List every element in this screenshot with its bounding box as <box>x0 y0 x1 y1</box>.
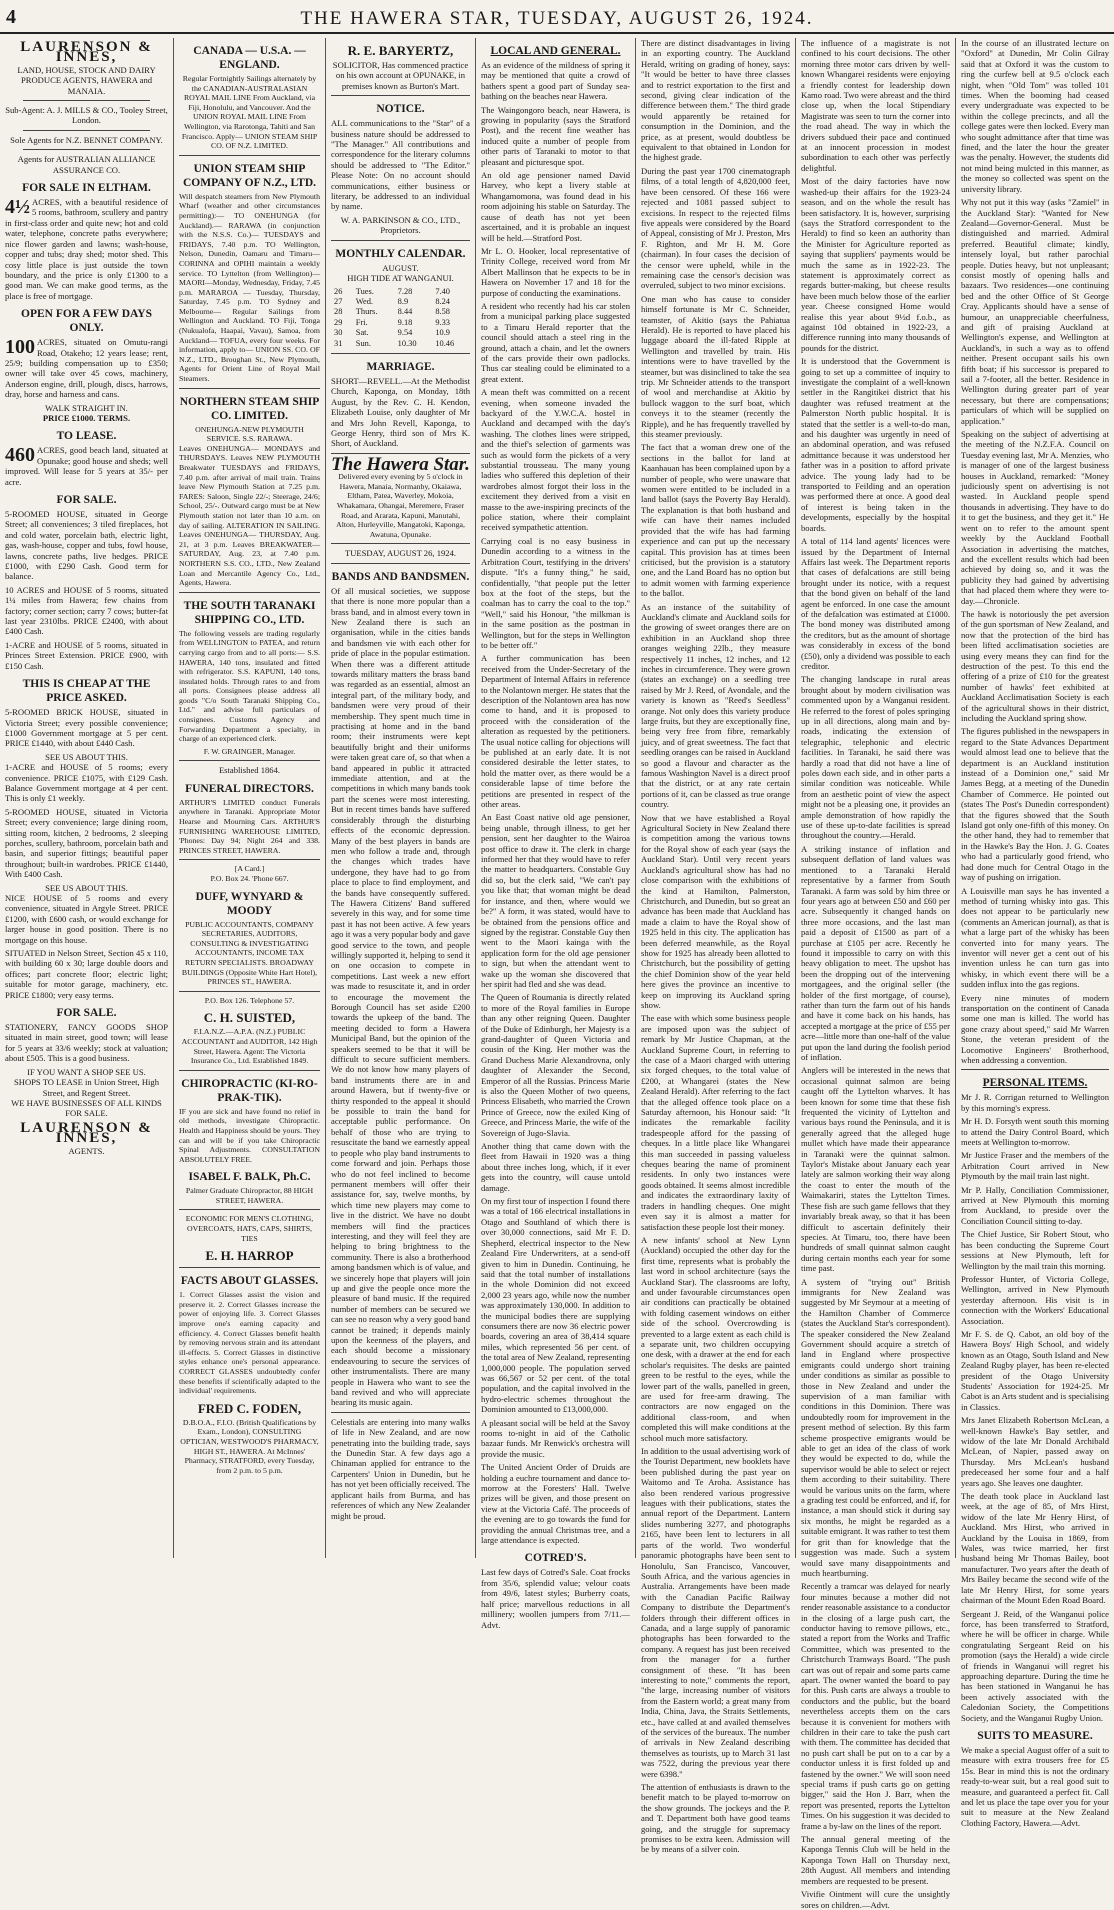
suisted-heading: C. H. SUISTED, <box>203 1010 296 1026</box>
marriage-heading: MARRIAGE. <box>366 360 435 373</box>
sale-heading-2: FOR SALE. <box>56 1007 117 1020</box>
firm-footer: LAURENSON & INNES, <box>20 1119 153 1147</box>
tide-cell: 8.44 <box>397 307 413 317</box>
price-line: PRICE £1000. TERMS. <box>42 412 131 423</box>
column-3 <box>326 38 476 1558</box>
date-line: TUESDAY, AUGUST 26, 1924. <box>344 548 457 559</box>
paper-banner: The Hawera Star. <box>331 453 470 475</box>
news-item: The attention of enthusiasts is drawn to the benefit match to be played to-morrow on the show grounds. The jockeys and the P. and T. Department both have good teams going, and the struggle for supremacy promises to be extra keen. Admission will be by means of a silver coin. <box>641 1782 790 1855</box>
tide-cell: 9.18 <box>397 317 413 327</box>
news-item: The figures published in the newspapers in regard to the State Advances Department would almost lead one to believe that the department is an Auckland institution instead of a Dominion one," said Mr James Begg, at a meeting of the Dunedin Chamber of Commerce. He pointed out (states The Post's Dunedin correspondent) that the figures showed that the South Island got only one-fifth of this money. On the other hand, they had to remember that in the Hawke's Bay the Hon. J. G. Coates who had a particularly good friend, who had done much for Central Otago in the way of pushing on irrigation. <box>961 726 1109 883</box>
want-shop: IF YOU WANT A SHOP SEE US. <box>27 1066 146 1077</box>
tide-cell: 27 <box>334 296 343 306</box>
po-box-2: P.O. Box 126. Telephone 57. <box>204 995 295 1005</box>
canada-heading: CANADA — U.S.A. — ENGLAND. <box>193 45 306 71</box>
see-us-2: SEE US ABOUT THIS. <box>45 882 128 893</box>
local-general-heading: LOCAL AND GENERAL. <box>490 45 621 57</box>
tide-cell: 29 <box>334 317 343 327</box>
uss-heading: UNION STEAM SHIP COMPANY OF N.Z., LTD. <box>183 162 316 189</box>
personal-item: Mr P. Hally, Conciliation Commissioner, arrived at New Plymouth this morning from Auckland, to preside over the Conciliation Council sitting to-day. <box>961 1184 1109 1226</box>
news-item: There are distinct disadvantages in living in an exporting country. The Auckland Herald, writing on grading of honey, says: "It would be better to have three classes and to restrict exportation to the first and second, giving clear indication of the difference between them." The third grade would apparently be retained for consumption in the Dominion, and the price, as at present, would doubtless be equivalent to that obtained in London for the highest grade. <box>641 38 790 163</box>
duff-heading: DUFF, WYNYARD & MOODY <box>195 890 304 917</box>
tide-cell: 30 <box>334 328 343 338</box>
news-item: Speaking on the subject of advertising at the meeting of the N.Z.F.A. Council on Tuesday evening last, Mr A. Menzies, who is manager of one of the largest business houses in Auckland, remarked: "Money judiciously spent on advertising is not wasted. In Auckland people spend thousands in advertising. They have to do it to get the business, and they get it." He went on to refer to the amount spent weekly by the Auckland Football Association in advertising the matches, and the excellent results which had been achieved by doing so, and it was the publicity they had gained by advertising that had placed them where they were to-day.—Chronicle. <box>961 429 1109 606</box>
news-item: A new infants' school at New Lynn (Auckland) occupied the other day for the first time, represents what is probably the last word in school architecture (says the Auckland Star). The classrooms are lofty, and under favourable circumstances open air conditions can practically be obtained with folding casement windows on either side of the school. Overcrowding is prevented to a large extent as each child is a separate unit, two children occupying one desk, with a drawer at the end for each scholar's requisites. The desks are painted green to be restful to the eyes, while the lower part of the walls, panelled in green, are used for free-arm drawing. The contractors are now engaged on the additional class-room, and when completed this will make conditions at the school much more satisfactory. <box>641 1234 790 1443</box>
sole-agents: Sole Agents for N.Z. BENNET COMPANY. <box>10 134 163 145</box>
news-item: One man who has cause to consider himself fortunate is Mr C. Schneider, teamster, of Akitio (says the Pahiatua Herald). He is reported to have placed his luggage aboard the ill-fated Ripple at Wellington and travelled by train. His intentions were to have travelled by the steamer, but was disinclined to take the sea trip. Mr Schneider attends to the transport of wool and merchandise at Akitio by bullock waggon to the surf boat, which conveys it to the steamer (recently the Ripple), and he has frequently travelled by this steamer previously. <box>641 293 790 440</box>
news-item: Most of the dairy factories have now washed-up their affairs for the 1923-24 season, and on the whole the result has been satisfactory. It is, however, surprising (says the Stratford correspondent to the Herald) to find so keen an authority than the Minister for Agriculture reported as saying that suppliers' payments would be much the same as in 1922-23. The statement is approximately correct as regards butter-making, but cheese results have been much below those of the earlier year. Cheese consigned Home would realise this year about 9½d f.o.b., as against 10d obtained in 1922-23, a difference running into many thousands of pounds for the district. <box>801 176 950 353</box>
news-item: Mr L. O. Hooker, local representative of Trinity College, received word from Mr Albert Mallinson that he expects to be in Hawera on November 17 and 18 for the purpose of conducting the examinations. <box>481 245 630 298</box>
personal-item: Mr J. R. Corrigan returned to Wellington by this morning's express. <box>961 1092 1109 1113</box>
personal-item: Professor Hunter, of Victoria College, Wellington, arrived in New Plymouth yesterday afternoon. His visit is in connection with the Workers' Educational Association. <box>961 1273 1109 1326</box>
duff-text: PUBLIC ACCOUNTANTS, COMPANY SECRETARIES, AUDITORS, CONSULTING & INVESTIGATING ACCOUNTANTS, INCOME TAX RETURN SPECIALISTS. BROADWAY BUILDINGS (Opposite White Hart Hotel), PRINCES ST., HAWERA. <box>181 919 318 987</box>
notice-signature: W. A. PARKINSON & CO., LTD., Proprietors. <box>340 214 461 236</box>
tide-cell: 31 <box>334 338 343 348</box>
personal-item: Mr H. D. Forsyth went south this morning to attend the Dairy Control Board, which meets at Wellington to-morrow. <box>961 1116 1109 1148</box>
see-us-1: SEE US ABOUT THIS. <box>45 751 128 762</box>
listing-princes-st: 1-ACRE and HOUSE of 5 rooms, situated in Princes Street Extension. PRICE £900, with £150 Cash. <box>5 639 168 671</box>
news-item: A resident who recently had his car stolen from a municipal parking place suggested to a Timaru Herald reporter that the council should attach a steel ring in the ground, attach a chain, and let the owners of the cars provide their own padlocks. Thus car stealing could be eliminated to a great extent. <box>481 300 630 384</box>
news-item: The ease with which some business people are imposed upon was the subject of remark by Mr Justice Chapman, at the Auckland Supreme Court, in referring to the case of a Maori charged with uttering six forged cheques, to the total value of £200, at Whangarei (states the New Zealand Herald). After referring to the fact that the alleged offence took place on a Saturday afternoon, his Honour said: "It indicates the remarkable facility tradespeople afford for the passing of cheques. In a little place like Whangarei this man succeeded in passing valueless cheques bearing the name of prominent residents. In only two instances were goods obtained. It seems almost incredible and indicates the extraordinary laxity of traders in handling cheques. One might even say it is almost a matter for satisfaction these people lost their money. <box>641 1013 790 1232</box>
card-label: [A Card.] <box>234 864 265 874</box>
bands-heading: BANDS AND BANDSMEN. <box>331 570 470 583</box>
column-5 <box>636 38 796 1855</box>
cotreds-ad: Last few days of Cotred's Sale. Coat frocks from 35/6, splendid value; velour coats from 49/6, latest styles; Burberry coats, half price; marvellous reductions in all millinery; woollen jumpers from 7/11.—Advt. <box>481 1567 630 1630</box>
alliance-agents: Agents for AUSTRALIAN ALLIANCE ASSURANCE CO. <box>17 154 156 175</box>
marriage-text: SHORT—REVELL.—At the Methodist Church, Kaponga, on Monday, 18th August, by the Rev. C. H. Kendon, Elizabeth Louise, only daughter of Mr and Mrs John Revell, Kaponga, to George Henry, third son of Mrs K. Short, of Auckland. <box>331 375 470 449</box>
tide-cell: 7.28 <box>397 286 413 296</box>
tide-cell: 10.9 <box>435 328 450 338</box>
sale-heading: FOR SALE. <box>56 494 117 506</box>
glasses-heading: FACTS ABOUT GLASSES. <box>180 1275 319 1288</box>
news-item: A total of 114 land agents' licences were issued by the Department of Internal Affairs last week. The Department reports that cases of defalcations are still being brought under its notice, with a request that the bond given on behalf of the land agent be enforced. In one case the amount of the defalcation was estimated at £1000. The bond money was distributed among the creditors, but as the amount of shortage was considerably in excess of the bond (£50), only a dividend was possible to each creditor. <box>801 536 950 671</box>
news-item: A further communication has been received from the Under-Secretary of the Department of Internal Affairs in reference to the Nolantown merger. He states that the description of the Nolantown area has now come to hand, and it is proposed to proceed with the consideration of the alteration as requested by the petitioners. The usual notice calling for objections will be published at an early date. It is not considered desirable the letter states, to hold the matter over, as there would be a considerable lapse of time before the petitions are presented in respect of the other areas. <box>481 653 630 810</box>
news-item: A mean theft was committed on a recent evening, when someone invaded the backyard of the Y.W.C.A. hostel in Auckland and decamped with the day's washing. The clothes lines were stripped, and the thief's selection of garments was such as would form the pickets of a very substantial trousseau. The many young ladies who suffered this depletion of their wardrobes almost forgot their loss in the excitement they derived from a visit en masse to the awe-inspiring precincts of the police station, where their complaint received sympathetic attention. <box>481 387 630 533</box>
paper-delivery: Delivered every evening by 5 o'clock in Hawera, Manaia, Normanby, Okaiawa, Eltham, Patea, Waverley, Mokoia, Whakamara, Ohangai, Meremere, Fraser Road, and Ararata, Kapuni, Manutahi, Alton, Hurleyville, Mangatoki, Kaponga, Awatuna, Opunake. <box>336 472 465 539</box>
tide-cell: 8.24 <box>435 296 450 306</box>
tide-cell: 9.33 <box>435 317 450 327</box>
tide-heading: HIGH TIDE AT WANGANUI. <box>347 273 454 284</box>
listing-nelson-st: SITUATED in Nelson Street, Section 45 x 110, with building 60 x 30; large double doors and offices; part concrete floor; electric light; suitable for motor garage, machinery, etc. PRICE £1800; very easy terms. <box>5 948 168 1000</box>
news-item: A system of "trying out" British immigrants for New Zealand was suggested by Mr Seymour at a meeting of the Hamilton Chamber of Commerce (states the Auckland Star's correspondent). The speaker considered the New Zealand Government should acquire a stretch of land in England where prospective emigrants could undergo short training under conditions as similar as possible to those in New Zealand and under the supervision of a man familiar with conditions in this Dominion. There was undoubtedly room for improvement in the present method of selection. By this farm scheme prospective emigrants would be able to get an idea of the class of work they would be expected to do, while the supervisor would be able to select or reject them according to their suitability. There would be various units on the farm, where a grading test could be enforced, and if, for instance, a man should stick it during say six months, he might be regarded as a suitable emigrant. It was rather to test them for grit than for knowledge that the suggestion was made. Such a system would save many disappointments and much heartburning. <box>801 1276 950 1578</box>
personal-item: The death took place in Auckland last week, at the age of 85, of Mrs Hirst, widow of the late Mr Henry Hirst, of Auckland. Mrs Hirst, who arrived in Auckland by the Louisa in 1869, from Wales, was twice married, her first husband being Mr Thomas Bailey, boot manufacturer. Two years after the death of Mrs Bailey became the second wife of the late Mr Henry Hirst, for some years chairman of the Mount Eden Road Board. <box>961 1491 1109 1606</box>
tide-row <box>331 339 470 349</box>
personal-item: Mr Justice Fraser and the members of the Arbitration Court arrived in New Plymouth by the mail train last night. <box>961 1150 1109 1182</box>
glasses-text: 1. Correct Glasses assist the vision and preserve it. 2. Correct Glasses increase the power of enjoying life. 3. Correct Glasses improve one's earning capacity and efficiency. 4. Correct Glasses benefit health by removing nervous strain and its attendant ill-effects. 5. Correct Glasses in distinctive styles enhance one's personal appearance. CORRECT GLASSES undoubtedly confer these benefits if scientifically adapted to the individual' requirements. <box>179 1290 320 1396</box>
news-item: The changing landscape in rural areas brought about by modern civilisation was commented upon by a Wanganui resident. He referred to the forest of poles springing up in all directions, along main and by-roads, indicating the extension of telegraphic, telephonic and electric facilities. In Taranaki, he said there was hardly a road that did not have a line of poles down each side, and in other parts a similar condition was noticeable. While from an aesthetic point of view the aspect might not be a pleasing one, it provides an ample demonstration of how rapidly the use of these up-to-date facilities is spread throughout the country.—Herald. <box>801 674 950 841</box>
foden-text: D.B.O.A., F.I.O. (British Qualifications by Exam., London), CONSULTING OPTICIAN, WESTWOOD'S PHARMACY, HIGH ST., HAWERA. At McInnes' Pharmacy, STRATFORD, every Tuesday, from 2 p.m. to 5 p.m. <box>180 1417 319 1475</box>
bands-editorial: Of all musical societies, we suppose that there is none more popular than a brass band, and in almost every town in New Zealand there is such an organisation, while in the cities bands and bandsmen vie with each other for pride of place in the popular estimation. When there was a different attitude towards military matters the brass band was regarded as an essential, almost an integral part, of the military body, and bandsmen were very proud of their membership. They spent much time in practising at home and in the band room; their instruments were kept beautifully bright and their uniforms were taken great care of, so that when a band appeared in public it attracted immediate attention, and at the competitions in which many bands took part the scenes were most interesting. But in recent times bands have suffered considerably through the disturbing effects of the economic depression. Many of the best players in bands are men who follow a trade and, through the changes which trades have undergone, they have had to go from place to place to find employment, and the bands have consequently suffered. The Hawera Citizens' Band suffered severely in this way, and for some time past it has not been active. A few years ago it was a very popular body and gave good service to the town, and people willingly supported it, helping to send it on one occasion to compete in competitions. Last week a new effort was made to resuscitate it, and in order to encourage the movement the Borough Council has set aside £200 towards the upkeep of the band. The meeting decided to form a Hawera Municipal Band, but the opinion of the speakers seemed to be that it will be difficult to secure sufficient members. We do not know how many players of band instruments there are in and around Hawera, but if twenty-five or thirty responded to the appeal it should be possible to train the band for acceptable public performance. On behalf of those who are trying to resuscitate the band we earnestly appeal to people who play band instruments to come forward and join. Perhaps those who do not feel inclined to become permanent members will offer their assistance for, say, twelve months, by which time new players may come to live in the district. We have no doubt members will find the practices interesting, and they will feel they are helping to bring brightness to the community. There is also a brotherhood among bandsmen which is of value, and we sincerely hope that players will join up and give the people once more the pleasure of band music. If the required number of members can be secured we can see no reason why a very good band cannot be trained; it depends mainly upon the keenness of the players, and each should become a missionary endeavouring to secure the services of other instrumentalists. There are many people in Hawera who want to see the band revived and who will appreciate hearing its music again. <box>331 585 470 1408</box>
nss-text: Leaves ONEHUNGA— MONDAYS and THURSDAYS. Leaves NEW PLYMOUTH Breakwater TUESDAYS and FRIDAYS, 7.40 p.m. after arrival of mail train. Trains leave New Plymouth Station at 7.25 p.m. FARES: Saloon, Single 22/-; Steerage, 24/6; School, 25/-. Outward cargo must be at New Plymouth station not later than 10 a.m. on day of sailing. ALTERATION IN SAILING. Leaves ONEHUNGA— THURSDAY, Aug. 21, at 3 p.m. Leaves BREAKWATER— SATURDAY, Aug. 23, at 7.40 p.m. NORTHERN S.S. CO., LTD., New Zealand Loan and Mercantile Agency Co., Ltd., Agents, Hawera. <box>179 443 320 588</box>
po-box: P.O. Box 24. 'Phone 667. <box>210 874 289 883</box>
newspaper-title: THE HAWERA STAR, TUESDAY, AUGUST 26, 1924. <box>300 8 814 29</box>
news-item: The annual general meeting of the Kaponga Tennis Club will be held in the Kaponga Town Hall on Thursday next, 28th August. All members and intending members are requested to be present. <box>801 1834 950 1886</box>
nss-heading: NORTHERN STEAM SHIP CO. LIMITED. <box>179 395 320 422</box>
column-2 <box>174 38 326 1558</box>
news-item: An East Coast native old age pensioner, being unable, through illness, to get her pension, sent her daughter to the Wairoa post office to draw it. The clerk in charge informed her that they would have to refer the matter to headquarters. Constable Guy did so, but the clerk said, "We can't pay you like that; that woman might be dead for instance, and then, where would we be?" A form, it was stated, would have to be obtained from the pensions office and signed by the registrar. Constable Guy then went to the Maori kainga with the application form for the old age pensioner to sign, but when the attendant went to wake up the woman she discovered that her spirit had fled and she was dead. <box>481 812 630 989</box>
news-item: In the course of an illustrated lecture on "Oxford" at Dunedin, Mr Colin Gilray said that at Oxford it was the custom to ring the curfew bell at 9.5 o'clock each night, when "Old Tom" was tolled 101 times. When the booming had ceased every undergraduate was expected to be within the college precincts, and all the college gates were then locked. Every man who sought admittance after that time was fined, and the later the hour the greater was the penalty. However, the students did not mind being mulcted in this manner, as the money so collected was spent on the university library. <box>961 38 1109 194</box>
sts-signature: F. W. GRAINGER, Manager. <box>203 746 296 756</box>
listing-eltham: 4½ ACRES, with a beautiful residence of 5 rooms, bathroom, scullery and pantry in first-class order and quite new; hot and cold water, telephone, concrete paths everywhere; nice flower garden and lawns; wash-house, copper and tubs; dray shed; motor shed. This cosy little place is just outside the town boundary, and the price is only £1300 to a good man. We can make good terms, as the place is free of mortgage. <box>5 196 168 301</box>
news-item: The Queen of Roumania is directly related to more of the Royal families in Europe than any other reigning Queen. Daughter of the Duke of Edinburgh, her Majesty is a grand-daughter of Queen Victoria and cousin of the King. Her mother was the Grand Duchess Marie Alexandrovna, only daughter of Alexander the Second, Emperor of all the Russias. Princess Marie is also the Queen Mother of two queens, Princess Elisabeth, who married the Crown Prince of Greece, now the exiled King of Greece, and Princess Marie, the wife of the Sovereign of Jugo-Slavia. <box>481 992 630 1138</box>
news-item: Every nine minutes of modern transportation on the continent of Canada some one man is killed. The world has gone crazy about speed," said Mr Warren Stone, the veteran president of the Locomotive Engineers' Brotherhood, when addressing a convention. <box>961 992 1109 1065</box>
news-item: Now that we have established a Royal Agricultural Society in New Zealand there is competition among the various towns for the Royal show of each year (says the Auckland Star). Until very recent years Auckland's agricultural show has had no close comparison with the exhibitions of the kind at Hamilton, Palmerston, Christchurch, and Dunedin, but so great an advance has been made that Auckland has made a claim to have the Royal show of 1925 held in this city. The application has been deferred meanwhile, as the Royal show for 1925 has already been allotted to Christchurch, but the possibility of getting the chief Dominion show of the year held here gives the province an incentive to keep on improving its Auckland spring show. <box>641 812 790 1010</box>
news-item: Anglers will be interested in the news that occasional quinnat salmon are being caught off the Lyttelton wharves. It has been known for some time that these fish frequented the vicinity of Lyttelton and various bays round the Peninsula, and it is generally agreed that the alleged huge mullet which have made their appearance in Taranaki were the quinnat salmon. Taylor's Mistake about January each year lately are salmon working their way along the coast to enter the mouth of the Waimakariri, states the Lyttelton Times. These fish are such game fellows that they invariably break away, so that it has been difficult to ascertain definitely their species. At Timaru, too, there have been hundreds of small quinnat salmon caught during certain months each year for some time past. <box>801 1065 950 1274</box>
established: Established 1864. <box>218 765 281 776</box>
news-item: A Louisville man says he has invented a method of turning whisky into gas. This does not appear to be particularly new (comments an American journal), as that is what a large part of the whisky has been converted into for many years. The inventor will never get a cent out of his invention unless he can turn gas into whisky, in which event there will be a sudden influx into the gas regions. <box>961 885 1109 990</box>
baryertz-text: SOLICITOR, Has commenced practice on his own account at OPUNAKE, in premises known as Burton's Mart. <box>332 60 469 91</box>
news-item: As an evidence of the mildness of spring it may be mentioned that quite a crowd of bathers spent a good part of Sunday sea-bathing on the beaches near Hawera. <box>481 60 630 102</box>
page-columns <box>0 38 1114 1910</box>
tide-cell: Wed. <box>355 296 374 306</box>
open-heading: OPEN FOR A FEW DAYS ONLY. <box>21 308 152 335</box>
tide-cell: Sat. <box>355 328 369 338</box>
news-item: The influence of a magistrate is not confined to his court decisions. The other morning three motor cars driven by well-known Whangarei residents were enjoying a friendly contest for leadership down Kamo road. Two were abreast and the third close up, when the local Stipendiary Magistrate was seen to turn the corner into the road ahead. The way in which the drivers subdued their pace and continued at an innocent procession in modest subordination to each other was perfectly delightful. <box>801 38 950 173</box>
harrop-heading: E. H. HARROP <box>205 1248 294 1264</box>
cotreds-heading: COTRED'S. <box>524 1552 587 1565</box>
tide-row <box>331 297 470 307</box>
news-item: In addition to the usual advertising work of the Tourist Department, new booklets have been published during the past year on Waitomo and Te Aroha. Assistance has also been rendered various progressive leagues with their publications, states the annual report of the Department. Lantern slides numbering 3277, and photographs 2165, have been lent to lecturers in all parts of the world. Two wonderful panoramic photographs have been sent to Honolulu, San Francisco, Vancouver, South Africa, and the various agencies in Australia. Arrangements have been made with the Canadian Pacific Railway Company to distribute the Department's folders through their different offices in Canada, and a large supply of panoramic photographs has been forwarded to the company. A request has just been received from the manager for a further consignment of these. "It has been interesting to note," comments the report, "the large, increasing number of visitors from the Eastern world; a great many from India, China, Java, the Straits Settlements, etc., have called at and availed themselves of the services of the bureaux. The number of arrivals in New Zealand describing themselves as tourists, up to March 31 last was 7522, during the previous year there were 6398." <box>641 1446 790 1779</box>
listing-otakeho: 100 ACRES, situated on Omutu-rangi Road, Otakeho; 12 years lease; rent, 25/9; building compensation up to £350; owner will take over 45 cows, machinery, Anderson engine, drill, plough, discs, harrows, dray, horse and harness and cans. <box>5 336 168 400</box>
notice-heading: NOTICE. <box>376 103 425 116</box>
chiro-text: IF you are sick and have found no relief in old methods, investigate Chiropractic. Health and Happiness should be yours. They can and will be if you take Chiropractic Spinal Adjustments. CONSULTATION ABSOLUTELY FREE. <box>179 1106 320 1164</box>
lease-heading: TO LEASE. <box>56 430 117 443</box>
news-item: The Waingongoro beach, near Hawera, is growing in popularity (says the Stratford Post), and the recent fine weather has induced quite a number of people from other parts of Taranaki to motor to that pleasant and picturesque spot. <box>481 104 630 167</box>
news-item: As an instance of the suitability of Auckland's climate and Auckland soils for the growing of sweet oranges there are on exhibition in an Auckland shop three oranges weighing 22lb., they measure respectively 11 inches, 12 inches, and 12 inches in circumference. They were grown (states an exchange) on a seedling tree raised by Mr J. Reed, of Avondale, and the variety is known as "Reed's Seedless" orange. Not only does this variety produce large fruits, but they are exceptionally fine, being very free from fibre, remarkably juicy, and of great sweetness. The fact that seedling oranges can be raised in Auckland so good a flavour and character as the famous Washington Navel is a direct proof that the district, or at any rate certain portions of it, can be classed as true orange country. <box>641 601 790 810</box>
businesses: WE HAVE BUSINESSES OF ALL KINDS FOR SALE. <box>11 1097 162 1119</box>
listing-brick-house: 5-ROOMED BRICK HOUSE, situated in Victoria Street; every possible convenience; £1000 Government mortgage at 5 per cent. PRICE £1440, with about £440 Cash. <box>5 707 168 749</box>
personal-item: The Chief Justice, Sir Robert Stout, who has been conducting the Supreme Court sessions at New Plymouth, left for Wellington by the mail train this morning. <box>961 1229 1109 1271</box>
notice-text: ALL communications to the "Star" of a business nature should be addressed to "The Manager." All contributions and correspondence for the literary columns should be addressed to "The Editor." Please Note: On no account should communications, either business or literary, be addressed to an individual by name. <box>331 118 470 212</box>
listing-victoria-st: 5-ROOMED HOUSE, situated in Victoria Street; every convenience; large dining room, sitting room, kitchen, 2 bedrooms, 2 sleeping porches, scullery, bathroom, porcelain bath and basin, and superior fittings; beautiful paper throughout; built-in wardrobes. PRICE £1440, With £400 Cash. <box>5 806 168 880</box>
sts-heading: THE SOUTH TARANAKI SHIPPING CO., LTD. <box>183 599 316 626</box>
sub-agent: Sub-Agent: A. J. MILLS & CO., Tooley Street, London. <box>5 105 168 126</box>
column-7 <box>956 38 1114 1828</box>
news-item: On my first tour of inspection I found there was a total of 166 electrical installations in Otago and Southland of which there is over 30,000 connections, said Mr F. D. Shepherd, electrical inspector to the New Zealand Fire Underwriters, at a send-off given to him in Dunedin. Continuing, he said that the total number of installations in the whole Dominion did not exceed 2,000 23 years ago, while now the number was approximately 130,000. In addition to the municipal bodies there are supplying consumers there are now 36 electric power boards, covering an area of 38,414 square miles, which represented 56 per cent. of the total area of New Zealand, representing 1,000,000 people. The population served was 66,567 or 52 per cent. of the total population, and the capital involved in the hydro-electric schemes throughout the Dominion amounted to £13,000,000. <box>481 1196 630 1415</box>
tide-cell: 8.58 <box>435 307 450 317</box>
suisted-text: F.I.A.N.Z.—A.P.A. (N.Z.) PUBLIC ACCOUNTANT and AUDITOR, 142 High Street, Hawera. Agent: The Victoria Insurance Co., Ltd. Established 1849. <box>181 1027 318 1066</box>
calendar-heading: MONTHLY CALENDAR. <box>335 247 466 260</box>
firm-name: LAURENSON & INNES, <box>20 39 153 66</box>
chiro-heading: CHIROPRACTIC (KI-RO-PRAK-TIK). <box>181 1077 318 1104</box>
personal-item: Mr F. S. de Q. Cabot, an old boy of the Hawera Boys' High School, and widely known as an Otago, South Island and New Zealand Rugby player, has been re-elected president of the Otago University Students' Association for 1924-25. Mr Cabot is an Arts student and is specialising in Classics. <box>961 1328 1109 1412</box>
walk-in: WALK STRAIGHT IN. <box>45 402 128 413</box>
listing-stationery: STATIONERY, FANCY GOODS SHOP situated in main street, good town; will lease for 5 years at 33/6 weekly; stock at valuation; about £505. This is a good business. <box>5 1022 168 1064</box>
sale-eltham-heading: FOR SALE IN ELTHAM. <box>22 182 151 195</box>
column-1 <box>0 38 174 1558</box>
tide-table <box>331 287 470 349</box>
tide-cell: Fri. <box>355 317 368 327</box>
cheap-heading: THIS IS CHEAP AT THE PRICE ASKED. <box>22 678 151 705</box>
news-item: A pleasant social will be held at the Savoy rooms to-night in aid of the Catholic bazaar funds. Mr Renwick's orchestra will provide the music. <box>481 1417 630 1459</box>
tide-cell: 10.46 <box>435 338 455 348</box>
suits-ad: We make a special August offer of a suit to measure with extra trousers free for £5 15s. Bear in mind this is not the ordinary ready-to-wear suit, but a real good suit to measure, and guaranteed a perfect fit. Call and let us place the tape over you for your suit to measure at the New Zealand Clothing Factory, Hawera.—Advt. <box>961 1744 1109 1828</box>
baryertz-heading: R. E. BARYERTZ, <box>347 43 454 58</box>
sts-text: The following vessels are trading regularly from WELLINGTON to PATEA, and return carrying cargo from and to all ports:— S.S. HAWERA, 140 tons, insulated and fitted with refrigerator. S.S. KAPUNI, 140 tons, insulated holds. Through rates to and from all ports. Consignees please address all goods "C/o South Taranaki Shipping Co., Ltd." and advise full particulars of consignees. Customs Agency and Forwarding Department a specialty, in charge of an experienced clerk. <box>179 628 320 744</box>
news-item: During the past year 1700 cinematograph films, of a total length of 4,820,000 feet, have been censored. Of these 166 were rejected and 1081 passed subject to excisions. In respect to the rejected films five appeals were considered by the Board of Appeal, consisting of Mr J. Preston, Mrs F. Righton, and Mr H. M. Gore (chairman). In four cases the decision of the censor were upheld, while in the remaining case the censor's decision was overruled, subject to two minor excisions. <box>641 165 790 291</box>
personal-item: Mrs Janet Elizabeth Robertson McLean, a well-known Hawke's Bay settler, and widow of the late Mr Donald Archibald McLean, of Napier, passed away on Thursday. Mrs McLean's husband predeceased her some four and a half years ago. She leaves one daughter. <box>961 1415 1109 1488</box>
news-item: Vivifie Ointment will cure the unsightly sores on children.—Advt. <box>801 1889 950 1910</box>
funeral-heading: FUNERAL DIRECTORS. <box>185 782 314 795</box>
calendar-month: AUGUST. <box>382 262 419 273</box>
nss-subheading: ONEHUNGA-NEW PLYMOUTH SERVICE. S.S. RARAWA. <box>195 424 304 444</box>
balk-heading: ISABEL F. BALK, Ph.C. <box>188 1171 311 1184</box>
column-6 <box>796 38 956 1910</box>
tide-cell: 28 <box>334 307 343 317</box>
foden-heading: FRED C. FODEN, <box>197 1400 302 1416</box>
masthead <box>0 0 1114 34</box>
news-item: A striking instance of inflation and subsequent deflation of land values was mentioned to a Taranaki Herald representative by a farmer from South Taranaki. A farm was sold by him three or four years ago at between £50 and £60 per acre. Subsequently it changed hands on three more occasions, and the last man paid a deposit of £1500 as part of a purchase at £105 per acre. Recently he found it impossible to carry on with this heavy obligation to meet. The upshot has been the dropping out of the intervening mortgagees, and the original seller (the holder of the first mortgage, of course), rather than turn the farm out of his hands and have it come back on his hands, has accepted a mortgage at the price of £55 per acre—little more than one-half of the value put upon the land during the foolish period of inflation. <box>801 843 950 1062</box>
column-4 <box>476 38 636 1630</box>
firm-description: LAND, HOUSE, STOCK AND DAIRY PRODUCE AGENTS, HAWERA and MANAIA. <box>17 64 156 96</box>
funeral-text: ARTHUR'S LIMITED conduct Funerals anywhere in Taranaki. Appropriate Motor Hearse and Mourning Cars. ARTHUR'S FURNISHING WAREHOUSE LIMITED, 'Phones: Day 94; Night 264 and 338. PRINCES STREET, HAWERA. <box>179 797 320 855</box>
agents-label: AGENTS. <box>68 1145 105 1156</box>
personal-item: Sergeant J. Reid, of the Wanganui police force, has been transferred to Stratford, where he will be officer in charge. While congratulating Sergeant Reid on his promotion (says the Herald) a wide circle of friends in Wanganui will regret his approaching departure. During the time he has been stationed in Wanganui he has been actively associated with the Caledonian Society, the Competitions Society, and the Wanganui Rugby Union. <box>961 1608 1109 1723</box>
tide-cell: Thurs. <box>355 307 378 317</box>
listing-1-acre: 1-ACRE and HOUSE of 5 rooms; every convenience. PRICE £1075, with £129 Cash. Balance Government mortgage at 4 per cent. This is only £1 weekly. <box>5 762 168 804</box>
celestials-item: Celestials are entering into many walks of life in New Zealand, and are now penetrating into the building trade, says the Dunedin Star. A few days ago a Chinaman applied for entrance to the Carpenters' Union in Dunedin, but he has not yet been officially received. The applicant hails from Burma, and has references of which any New Zealander might be proud. <box>331 1416 470 1521</box>
listing-opunake: 460 ACRES, good beach land, situated at Opunake; good house and sheds; well improved. Will lease for 5 years at 35/- per acre. <box>5 444 168 487</box>
tide-row <box>331 328 470 338</box>
tide-cell: 26 <box>334 286 343 296</box>
tide-cell: Sun. <box>355 338 371 348</box>
tide-row <box>331 318 470 328</box>
tide-cell: Tues. <box>355 286 374 296</box>
tide-row <box>331 307 470 317</box>
news-item: It is understood that the Government is going to set up a committee of inquiry to investigate the complaint of a well-known settler in the Rangitikei district that his daughter was refused treatment at the Palmerston North public hospital. It is stated that the settler is a well-to-do man, and his daughter was urgently in need of an abdominal operation, and was refused admittance because it was understood her father was in a position to afford private advice. The young lady had to be transported to Feilding and an operation was performed there at once. A good deal of interest is being taken in the developments, especially by the hospital boards. <box>801 356 950 533</box>
tide-cell: 9.54 <box>397 328 413 338</box>
news-item: The fact that a woman drew one of the sections in the ballot for land at Kaanhauan has been complained upon by a number of people, who were unaware that women were entitled to be included in a land ballot (says the Poverty Bay Herald). The explanation is that both husband and wife can have their names included provided that the wife has had farming experience and can put up the necessary capital. This provision has at times been criticised, but the provision is a statutory one, and the Land Board has no option but to admit women with farming experience to the ballot. <box>641 442 790 599</box>
listing-argyle-st: NICE HOUSE of 5 rooms and every convenience, situated in Argyle Street. PRICE £1200, with £600 cash, or would exchange for larger house in good position. There is no mortgage on this house. <box>5 893 168 945</box>
tide-row <box>331 287 470 297</box>
canada-text: Regular Fortnightly Sailings alternately by the CANADIAN-AUSTRALASIAN ROYAL MAIL LINE From Auckland, via Fiji, Honolulu, and Vancouver. And the UNION ROYAL MAIL LINE From Wellington, via Rarotonga, Tahiti and San Francisco. Apply— UNION STEAM SHIP CO. OF N.Z. LIMITED. <box>181 74 318 151</box>
listing-10-acres: 10 ACRES and HOUSE of 5 rooms, situated 1¼ miles from Hawera; few chains from factory; corner section; carry 7 cows; butter-fat last year 2310lbs. PRICE £2400, with about £400 Cash. <box>5 584 168 637</box>
news-item: Why not put it this way (asks "Zamiel" in the Auckland Star): "Wanted for New Zealand—Governor-General. Must be distinguished and married. Admiral preferred. Beautiful climate; kindly, intensely loyal, but rather parochial people. Duties heavy, but not unpleasant; consist mostly of opening halls and bazaars. Two residences—one continuing bed and the other Office of St George Cray. Applicants should have a sense of humour, an unappreciable cheerfulness, and gift of praising Auckland at Wellington's expense, and Wellington at Auckland's, in such a way as to offend neither. Present occupant sails his own fifth boat; if his successor is prepared to sail a 7-footer, all the better. Residence in Wellington during greater part of year necessary, but there are compensations; particulars of which will be supplied on application." <box>961 197 1109 426</box>
news-item: The hawk is notoriously the pet aversion of the gun sportsman of New Zealand, and now that the protection of the bird has been lifted acclimatisation societies are using every means they can find for the destruction of the pest. To this end the offering of a prize of £10 for the greatest number of hawks' feet exhibited at Auckland Acclimatisation Society is each of the agricultural shows in their district, including the Auckland spring show. <box>961 608 1109 723</box>
harrop-preface: ECONOMIC FOR MEN'S CLOTHING, OVERCOATS, HATS, CAPS, SHIRTS, TIES <box>185 1214 314 1243</box>
news-item: Recently a tramcar was delayed for nearly four minutes because a mother did not render reasonable assistance to a conductor in the closing of a large push cart, the conductor having to remove pillows, etc., stated a report from the Works and Traffic Committee, which was presented to the Christchurch Tramways Board. "The push cart was out of repair and some parts came apart. The owner wanted the board to pay for this. Push carts are always a trouble to conductors and the public, but the board nevertheless accepts them on the cars because it is convenient for mothers with children in their care to take the push cart with them. The committee has decided that no push cart shall be put on to a car by a conductor unless it is first folded up and fastened by the owner." We will soon need special trams if push carts go on getting bigger," said the Hon J. Barr, when the report was presented, reports the Lyttelton Times. On his suggestion it was decided to frame a by-law on the lines of the report. <box>801 1581 950 1831</box>
suits-heading: SUITS TO MEASURE. <box>977 1729 1093 1742</box>
page-number: 4 <box>6 6 16 28</box>
news-item: The United Ancient Order of Druids are holding a euchre tournament and dance to-morrow at the Foresters' Hall. Twelve prizes will be given, and those present on view at the Victoria Café. The proceeds of the evening are to go towards the fund for providing the annual Christmas tree, and a large attendance is expected. <box>481 1462 630 1546</box>
uss-text: Will despatch steamers from New Plymouth Wharf (weather and other circumstances permitting):— TO ONEHUNGA (for Auckland).— RARAWA (in conjunction with the N.S.S. Co.)— TUESDAYS and FRIDAYS, 7.40 p.m. TO Wellington, Nelson, Dunedin, Oamaru and Timaru— CORINNA and OPIHI maintain a weekly service. TO Lyttelton (from Wellington)— MAORI—Monday, Wednesday, Friday, 7.45 p.m. MARAROA — Tuesday, Thursday, Saturday, 7.45 p.m. TO Sydney and Melbourne— Regular Sailings from Wellington and Auckland. TO Fiji, Tonga (Nukualofa, Haapai, Vavau), Samoa, from Auckland— TOFUA, every four weeks. For information, apply to— UNION SS. CO. OF N.Z., LTD., Broughan St., New Plymouth, Agents for Orient Line of Royal Mail Steamers. <box>179 191 320 384</box>
balk-text: Palmer Graduate Chiropractor, 88 HIGH STREET, HAWERA. <box>185 1186 314 1205</box>
shops-lease: SHOPS TO LEASE in Union Street, High Street, and Regent Street. <box>13 1077 160 1098</box>
personal-items-heading: PERSONAL ITEMS. <box>982 1077 1088 1090</box>
news-item: Another thing that came down with the fleet from Hawaii in 1920 was a thing about three inches long, which, if it ever gets into the country, will cause untold damage. <box>481 1141 630 1193</box>
listing-george-st: 5-ROOMED HOUSE, situated in George Street; all conveniences; 3 tiled fireplaces, hot and cold water, porcelain bath, electric light, gas, wash-house, copper and tubs, fowl house, lawns, concrete paths, live hedges. PRICE £1000, with £290 Cash. Good term for balance. <box>5 509 168 582</box>
news-item: Carrying coal is no easy business in Dunedin according to a witness in the Arbitration Court, testifying in the drivers' dispute. "It's a funny thing," he said, confidentially, "that people put the letter box at the foot of the steps, but the coalman has to carry the coal to the top." "Well," said his Honour, "the milkman is in the same position as the postman in Wellington, but for the steps in Wellington to be better off." <box>481 535 630 650</box>
news-item: An old age pensioner named David Harvey, who kept a livery stable at Whangamomona, was found dead in his room adjoining his stable on Saturday. The cause of death has not yet been ascertained, and it is probable an inquest will be held.—Stratford Post. <box>481 170 630 243</box>
tide-cell: 10.30 <box>397 338 417 348</box>
tide-cell: 7.40 <box>435 286 450 296</box>
tide-cell: 8.9 <box>397 296 409 306</box>
